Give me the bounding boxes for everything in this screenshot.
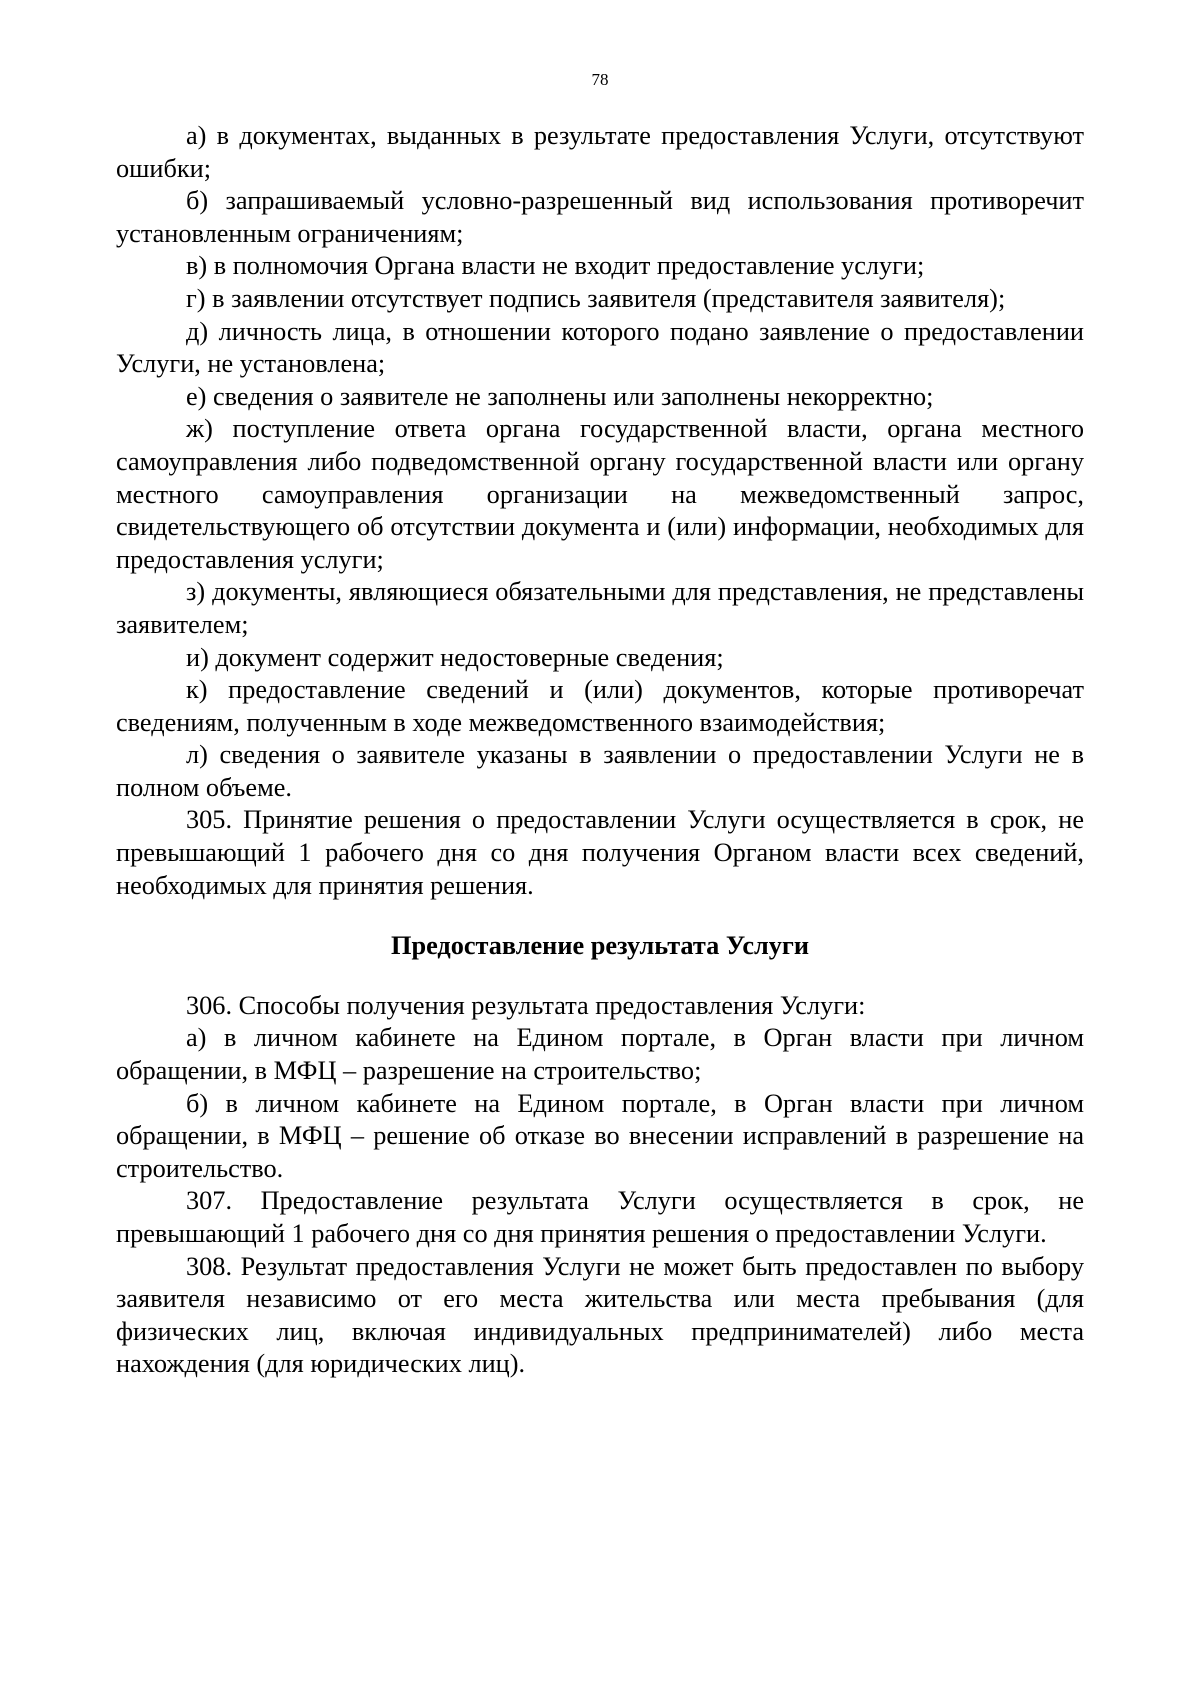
list-item-a: а) в документах, выданных в результате предоставления Услуги, отсутствуют ошибки; (116, 121, 1084, 183)
page-number: 78 (591, 70, 609, 89)
list-item-e: е) сведения о заявителе не заполнены или заполнены некорректно; (186, 381, 934, 411)
list-item-g: г) в заявлении отсутствует подпись заявителя (представителя заявителя); (186, 283, 1006, 313)
document-body (116, 120, 1084, 1381)
list-item-z: з) документы, являющиеся обязательными для представления, не представлены заявителем; (116, 577, 1084, 639)
list-item-zh: ж) поступление ответа органа государственной власти, органа местного самоуправления либо подведомственной органу государственной власти или органу местного самоуправления организации на межведомственный запрос, свидетельствующего об отсутствии документа и (или) информации, необходимых для предоставления услуги; (116, 414, 1084, 574)
clause-307: 307. Предоставление результата Услуги осуществляется в срок, не превышающий 1 рабочего дня со дня принятия решения о предоставлении Услуги. (116, 1186, 1084, 1248)
clause-305: 305. Принятие решения о предоставлении Услуги осуществляется в срок, не превышающий 1 рабочего дня со дня получения Органом власти всех сведений, необходимых для принятия решения. (116, 805, 1084, 900)
list-item-v: в) в полномочия Органа власти не входит предоставление услуги; (186, 251, 925, 281)
section-heading: Предоставление результата Услуги (390, 931, 809, 961)
list-item-l: л) сведения о заявителе указаны в заявлении о предоставлении Услуги не в полном объеме. (116, 740, 1084, 802)
list-item-b: б) запрашиваемый условно-разрешенный вид использования противоречит установленным ограничениям; (116, 186, 1084, 248)
list-item-i: и) документ содержит недостоверные сведения; (186, 642, 724, 672)
clause-306-item-b: б) в личном кабинете на Едином портале, в Орган власти при личном обращении, в МФЦ – решение об отказе во внесении исправлений в разрешение на строительство. (116, 1088, 1084, 1183)
list-item-d: д) личность лица, в отношении которого подано заявление о предоставлении Услуги, не установлена; (116, 316, 1084, 379)
clause-306: 306. Способы получения результата предоставления Услуги: (186, 990, 866, 1020)
list-item-k: к) предоставление сведений и (или) документов, которые противоречат сведениям, полученным в ходе межведомственного взаимодействия; (116, 675, 1084, 737)
clause-306-item-a: а) в личном кабинете на Едином портале, в Орган власти при личном обращении, в МФЦ – разрешение на строительство; (116, 1023, 1084, 1086)
clause-308: 308. Результат предоставления Услуги не может быть предоставлен по выбору заявителя независимо от его места жительства или места пребывания (для физических лиц, включая индивидуальных предпринимателей) либо места нахождения (для юридических лиц). (116, 1251, 1084, 1379)
